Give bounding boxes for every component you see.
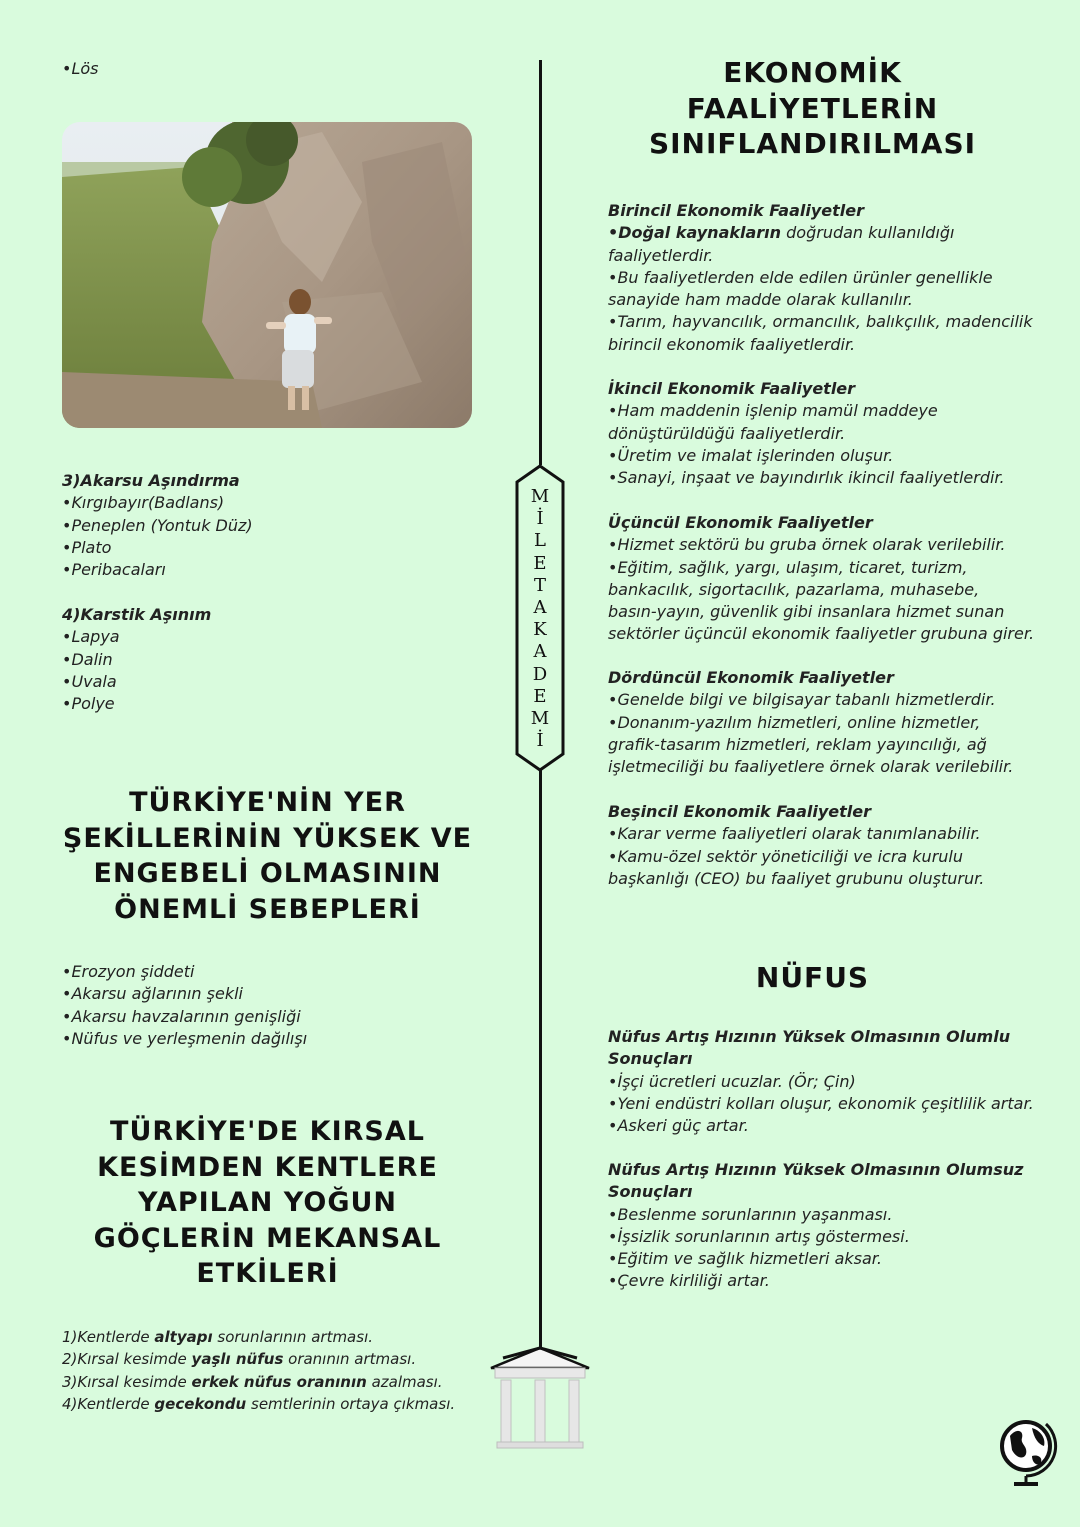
list-item: •Polye xyxy=(62,694,115,714)
text-line: başkanlığı (CEO) bu faaliyet grubunu oluşturur. xyxy=(608,868,985,888)
list-item: •Lapya xyxy=(62,627,120,647)
title-line: TÜRKİYE'DE KIRSAL xyxy=(110,1116,425,1147)
list-item: •Nüfus ve yerleşmenin dağılışı xyxy=(62,1028,308,1048)
list-item: •Erozyon şiddeti xyxy=(62,962,195,981)
list-item: •Akarsu havzalarının genişliği xyxy=(62,1006,301,1026)
list-item: •Peneplen (Yontuk Düz) xyxy=(62,515,253,535)
title-gocler xyxy=(40,1114,495,1292)
title-ekonomik xyxy=(600,55,1025,162)
letter: L xyxy=(534,530,546,552)
section-heading: Nüfus Artış Hızının Yüksek Olmasının Olumsuz xyxy=(608,1160,1024,1179)
akarsu-section xyxy=(62,470,253,581)
text-line: •İşçi ücretleri ucuzlar. (Ör; Çin) xyxy=(608,1071,856,1091)
text-line: •Kamu-özel sektör yöneticiliği ve icra kurulu xyxy=(608,846,963,866)
section-heading: Sonuçları xyxy=(608,1049,693,1069)
text-line: •Tarım, hayvancılık, ormancılık, balıkçılık, madencilik xyxy=(608,312,1033,332)
section-heading: Üçüncül Ekonomik Faaliyetler xyxy=(608,513,873,532)
miletakademi-label xyxy=(515,464,565,772)
section-heading: İkincil Ekonomik Faaliyetler xyxy=(608,379,856,398)
title-line: ENGEBELİ OLMASININ xyxy=(93,858,442,889)
title-line: TÜRKİYE'NİN YER xyxy=(129,787,406,818)
section-heading: Dördüncül Ekonomik Faaliyetler xyxy=(608,668,894,687)
section-heading: Birincil Ekonomik Faaliyetler xyxy=(608,201,865,220)
letter: T xyxy=(533,574,546,596)
letter: E xyxy=(533,685,547,707)
text-line: •Karar verme faaliyetleri olarak tanımlanabilir. xyxy=(608,824,981,844)
karstik-heading: 4)Karstik Aşınım xyxy=(62,605,212,624)
text-line: •İşsizlik sorunlarının artış göstermesi. xyxy=(608,1226,910,1246)
text-line: •Bu faaliyetlerden elde edilen ürünler genellikle xyxy=(608,267,993,287)
title-line: KESİMDEN KENTLERE xyxy=(97,1151,438,1183)
text-line: faaliyetlerdir. xyxy=(608,245,714,265)
akarsu-heading: 3)Akarsu Aşındırma xyxy=(62,471,240,490)
text-line: dönüştürüldüğü faaliyetlerdir. xyxy=(608,423,846,443)
dorduncul-section xyxy=(608,667,1013,778)
title-line: YAPILAN YOĞUN xyxy=(137,1187,398,1218)
title-line: SINIFLANDIRILMASI xyxy=(648,127,977,160)
photo-illustration xyxy=(62,122,472,428)
letter: İ xyxy=(536,730,544,752)
list-item: •Kırgıbayır(Badlans) xyxy=(62,493,225,513)
text-line: •Ham maddenin işlenip mamül maddeye xyxy=(608,401,938,421)
list-item: •Akarsu ağlarının şekli xyxy=(62,984,243,1004)
letter: İ xyxy=(536,508,544,530)
olumlu-section xyxy=(608,1026,1034,1137)
title-line: EKONOMİK xyxy=(723,56,902,89)
divider-line-top xyxy=(539,60,542,465)
title-line: FAALİYETLERİN xyxy=(686,91,939,125)
globe-icon xyxy=(998,1416,1058,1492)
etkiler-list xyxy=(62,1326,455,1415)
list-item: 3)Kırsal kesimde erkek nüfus oranının azalması. xyxy=(62,1372,443,1391)
ucuncul-section xyxy=(608,512,1034,646)
list-item: 1)Kentlerde altyapı sorunlarının artması. xyxy=(62,1328,374,1346)
letter: D xyxy=(532,663,548,685)
text-line: bankacılık, sigortacılık, pazarlama, muhasebe, xyxy=(608,579,980,599)
text-line: •Askeri güç artar. xyxy=(608,1116,749,1136)
text-line: •Eğitim, sağlık, yargı, ulaşım, ticaret, turizm, xyxy=(608,557,968,577)
letter: A xyxy=(533,641,547,663)
list-item: •Plato xyxy=(62,537,112,557)
ikincil-section xyxy=(608,378,1005,489)
text-line: •Yeni endüstri kolları oluşur, ekonomik çeşitlilik artar. xyxy=(608,1093,1034,1113)
letter: K xyxy=(533,619,547,641)
los-item: •Lös xyxy=(62,59,99,78)
photo-loess-cliff xyxy=(62,122,472,428)
text-line: •Doğal kaynakların doğrudan kullanıldığı xyxy=(608,223,955,243)
title-line: ŞEKİLLERİNİN YÜKSEK VE xyxy=(62,822,473,854)
text-line: •Eğitim ve sağlık hizmetleri aksar. xyxy=(608,1249,882,1269)
text-line: •Hizmet sektörü bu gruba örnek olarak verilebilir. xyxy=(608,535,1006,555)
text-line: •Beslenme sorunlarının yaşanması. xyxy=(608,1204,893,1224)
birincil-section xyxy=(608,200,1033,356)
letter: A xyxy=(533,597,547,619)
letter: E xyxy=(533,552,547,574)
list-item: •Dalin xyxy=(62,649,113,669)
list-item: •Uvala xyxy=(62,671,117,691)
letter: M xyxy=(530,486,550,507)
divider-line-bottom xyxy=(539,770,542,1350)
title-line: NÜFUS xyxy=(755,961,870,994)
text-line: grafik-tasarım hizmetleri, reklam yayıncılığı, ağ xyxy=(608,734,987,754)
title-nufus xyxy=(600,960,1025,996)
list-item: •Peribacaları xyxy=(62,560,166,580)
text-line: •Sanayi, inşaat ve bayındırlık ikincil faaliyetlerdir. xyxy=(608,468,1005,488)
text-line: •Donanım-yazılım hizmetleri, online hizmetler, xyxy=(608,712,981,732)
text-line: •Üretim ve imalat işlerinden oluşur. xyxy=(608,445,894,465)
letter: M xyxy=(530,708,550,730)
list-item: 2)Kırsal kesimde yaşlı nüfus oranının artması. xyxy=(62,1350,417,1369)
besincil-section xyxy=(608,801,984,890)
section-heading: Beşincil Ekonomik Faaliyetler xyxy=(608,802,872,821)
section-heading: Sonuçları xyxy=(608,1182,693,1202)
temple-column-icon xyxy=(489,1346,591,1454)
section-heading: Nüfus Artış Hızının Yüksek Olmasının Olumlu xyxy=(608,1027,1011,1046)
title-yer-sekilleri xyxy=(40,785,495,927)
text-line: işletmeciliği bu faaliyetlere örnek olarak verilebilir. xyxy=(608,757,1014,777)
karstik-section xyxy=(62,604,211,715)
text-line: basın-yayın, güvenlik gibi insanlara hizmet sunan xyxy=(608,602,1005,622)
title-line: GÖÇLERİN MEKANSAL xyxy=(93,1222,442,1254)
text-line: birincil ekonomik faaliyetlerdir. xyxy=(608,334,856,354)
text-line: sektörler üçüncül ekonomik faaliyetler grubuna girer. xyxy=(608,624,1035,644)
text-line: •Genelde bilgi ve bilgisayar tabanlı hizmetlerdir. xyxy=(608,690,996,710)
title-line: ÖNEMLİ SEBEPLERİ xyxy=(114,893,421,925)
title-line: ETKİLERİ xyxy=(196,1258,339,1289)
text-line: sanayide ham madde olarak kullanılır. xyxy=(608,290,913,310)
text-line: •Çevre kirliliği artar. xyxy=(608,1271,770,1291)
olumsuz-section xyxy=(608,1159,1023,1293)
list-item: 4)Kentlerde gecekondu semtlerinin ortaya çıkması. xyxy=(62,1394,456,1413)
sebepler-list xyxy=(62,961,307,1050)
